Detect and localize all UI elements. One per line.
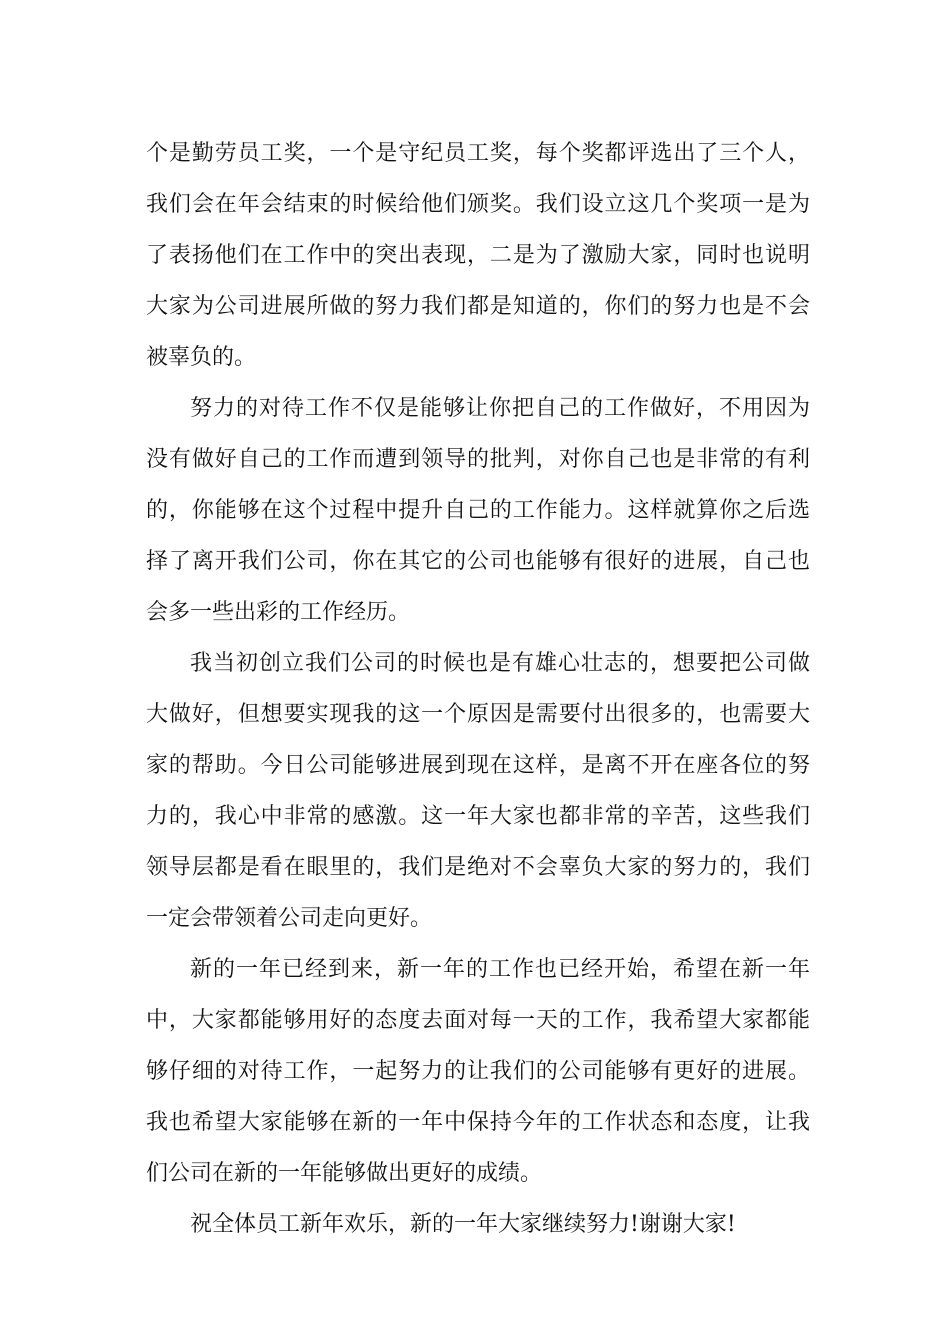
text-line: 我当初创立我们公司的时候也是有雄心壮志的，想要把公司做 (190, 651, 810, 676)
text-line: 领导层都是看在眼里的，我们是绝对不会辜负大家的努力的，我们 (146, 855, 810, 880)
text-line: 会多一些出彩的工作经历。 (146, 600, 411, 625)
paragraph (146, 1199, 810, 1250)
text-line: 够仔细的对待工作，一起努力的让我们的公司能够有更好的进展。 (146, 1059, 810, 1084)
text-line: 新的一年已经到来，新一年的工作也已经开始，希望在新一年 (190, 957, 810, 982)
text-line: 中，大家都能够用好的态度去面对每一天的工作，我希望大家都能 (146, 1008, 810, 1033)
text-line: 了表扬他们在工作中的突出表现，二是为了激励大家，同时也说明 (146, 243, 810, 268)
text-line: 大家为公司进展所做的努力我们都是知道的，你们的努力也是不会 (146, 294, 810, 319)
text-line: 我也希望大家能够在新的一年中保持今年的工作状态和态度，让我 (146, 1110, 810, 1135)
text-line: 择了离开我们公司，你在其它的公司也能够有很好的进展，自己也 (146, 549, 810, 574)
text-line: 努力的对待工作不仅是能够让你把自己的工作做好，不用因为 (190, 396, 810, 421)
paragraph (146, 638, 810, 944)
document-body (146, 128, 810, 1250)
paragraph (146, 944, 810, 1199)
paragraph (146, 128, 810, 383)
text-line: 一定会带领着公司走向更好。 (146, 906, 433, 931)
paragraph (146, 383, 810, 638)
text-line: 我们会在年会结束的时候给他们颁奖。我们设立这几个奖项一是为 (146, 192, 810, 217)
text-line: 们公司在新的一年能够做出更好的成绩。 (146, 1161, 543, 1186)
text-line: 没有做好自己的工作而遭到领导的批判，对你自己也是非常的有利 (146, 447, 810, 472)
text-line: 力的，我心中非常的感激。这一年大家也都非常的辛苦，这些我们 (146, 804, 810, 829)
text-line: 个是勤劳员工奖，一个是守纪员工奖，每个奖都评选出了三个人， (146, 141, 810, 166)
text-line: 被辜负的。 (146, 345, 257, 370)
text-line: 的，你能够在这个过程中提升自己的工作能力。这样就算你之后选 (146, 498, 810, 523)
text-line: 祝全体员工新年欢乐，新的一年大家继续努力!谢谢大家! (190, 1212, 736, 1237)
text-line: 大做好，但想要实现我的这一个原因是需要付出很多的，也需要大 (146, 702, 810, 727)
text-line: 家的帮助。今日公司能够进展到现在这样，是离不开在座各位的努 (146, 753, 810, 778)
